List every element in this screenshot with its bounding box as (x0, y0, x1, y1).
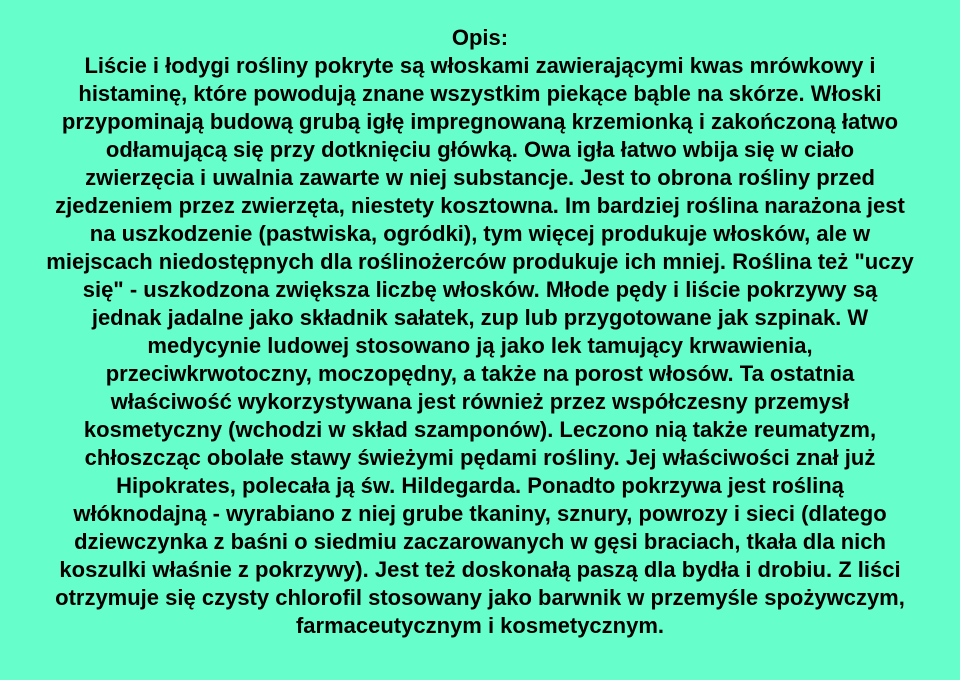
text-line: przeciwkrwotoczny, moczopędny, a także na porost włosów. Ta ostatnia (105, 361, 855, 386)
text-line: zjedzeniem przez zwierzęta, niestety kosztowna. Im bardziej roślina narażona jest (55, 193, 905, 218)
page-title: Opis: (451, 25, 509, 50)
text-line: zwierzęcia i uwalnia zawarte w niej substancje. Jest to obrona rośliny przed (85, 165, 875, 190)
text-line: farmaceutycznym i kosmetycznym. (295, 613, 665, 638)
text-line: Hipokrates, polecała ją św. Hildegarda. Ponadto pokrzywa jest rośliną (116, 473, 844, 498)
text-line: jednak jadalne jako składnik sałatek, zup lub przygotowane jak szpinak. W (91, 305, 869, 330)
text-line: kosmetyczny (wchodzi w skład szamponów). Leczono nią także reumatyzm, (83, 417, 877, 442)
text-line: koszulki właśnie z pokrzywy). Jest też doskonałą paszą dla bydła i drobiu. Z liści (59, 557, 901, 582)
text-line: odłamującą się przy dotknięciu główką. Owa igła łatwo wbija się w ciało (105, 137, 855, 162)
text-line: przypominają budową grubą igłę impregnowaną krzemionką i zakończoną łatwo (61, 109, 899, 134)
text-line: medycynie ludowej stosowano ją jako lek tamujący krwawienia, (147, 333, 813, 358)
text-line: na uszkodzenie (pastwiska, ogródki), tym więcej produkuje włosków, ale w (89, 221, 871, 246)
text-line: Liście i łodygi rośliny pokryte są włoskami zawierającymi kwas mrówkowy i (84, 53, 876, 78)
description-text (0, 52, 960, 640)
text-line: włóknodajną - wyrabiano z niej grube tkaniny, sznury, powrozy i sieci (dlatego (73, 501, 887, 526)
text-line: chłoszcząc obolałe stawy świeżymi pędami rośliny. Jej właściwości znał już (84, 445, 876, 470)
text-line: dziewczynka z baśni o siedmiu zaczarowanych w gęsi braciach, tkała dla nich (74, 529, 886, 554)
text-line: histaminę, które powodują znane wszystkim piekące bąble na skórze. Włoski (78, 81, 882, 106)
text-line: się" - uszkodzona zwiększa liczbę włosków. Młode pędy i liście pokrzywy są (82, 277, 878, 302)
text-line: miejscach niedostępnych dla roślinożerców produkuje ich mniej. Roślina też "uczy (46, 249, 914, 274)
text-line: właściwość wykorzystywana jest również przez współczesny przemysł (110, 389, 850, 414)
text-line: otrzymuje się czysty chlorofil stosowany jako barwnik w przemyśle spożywczym, (55, 585, 905, 610)
